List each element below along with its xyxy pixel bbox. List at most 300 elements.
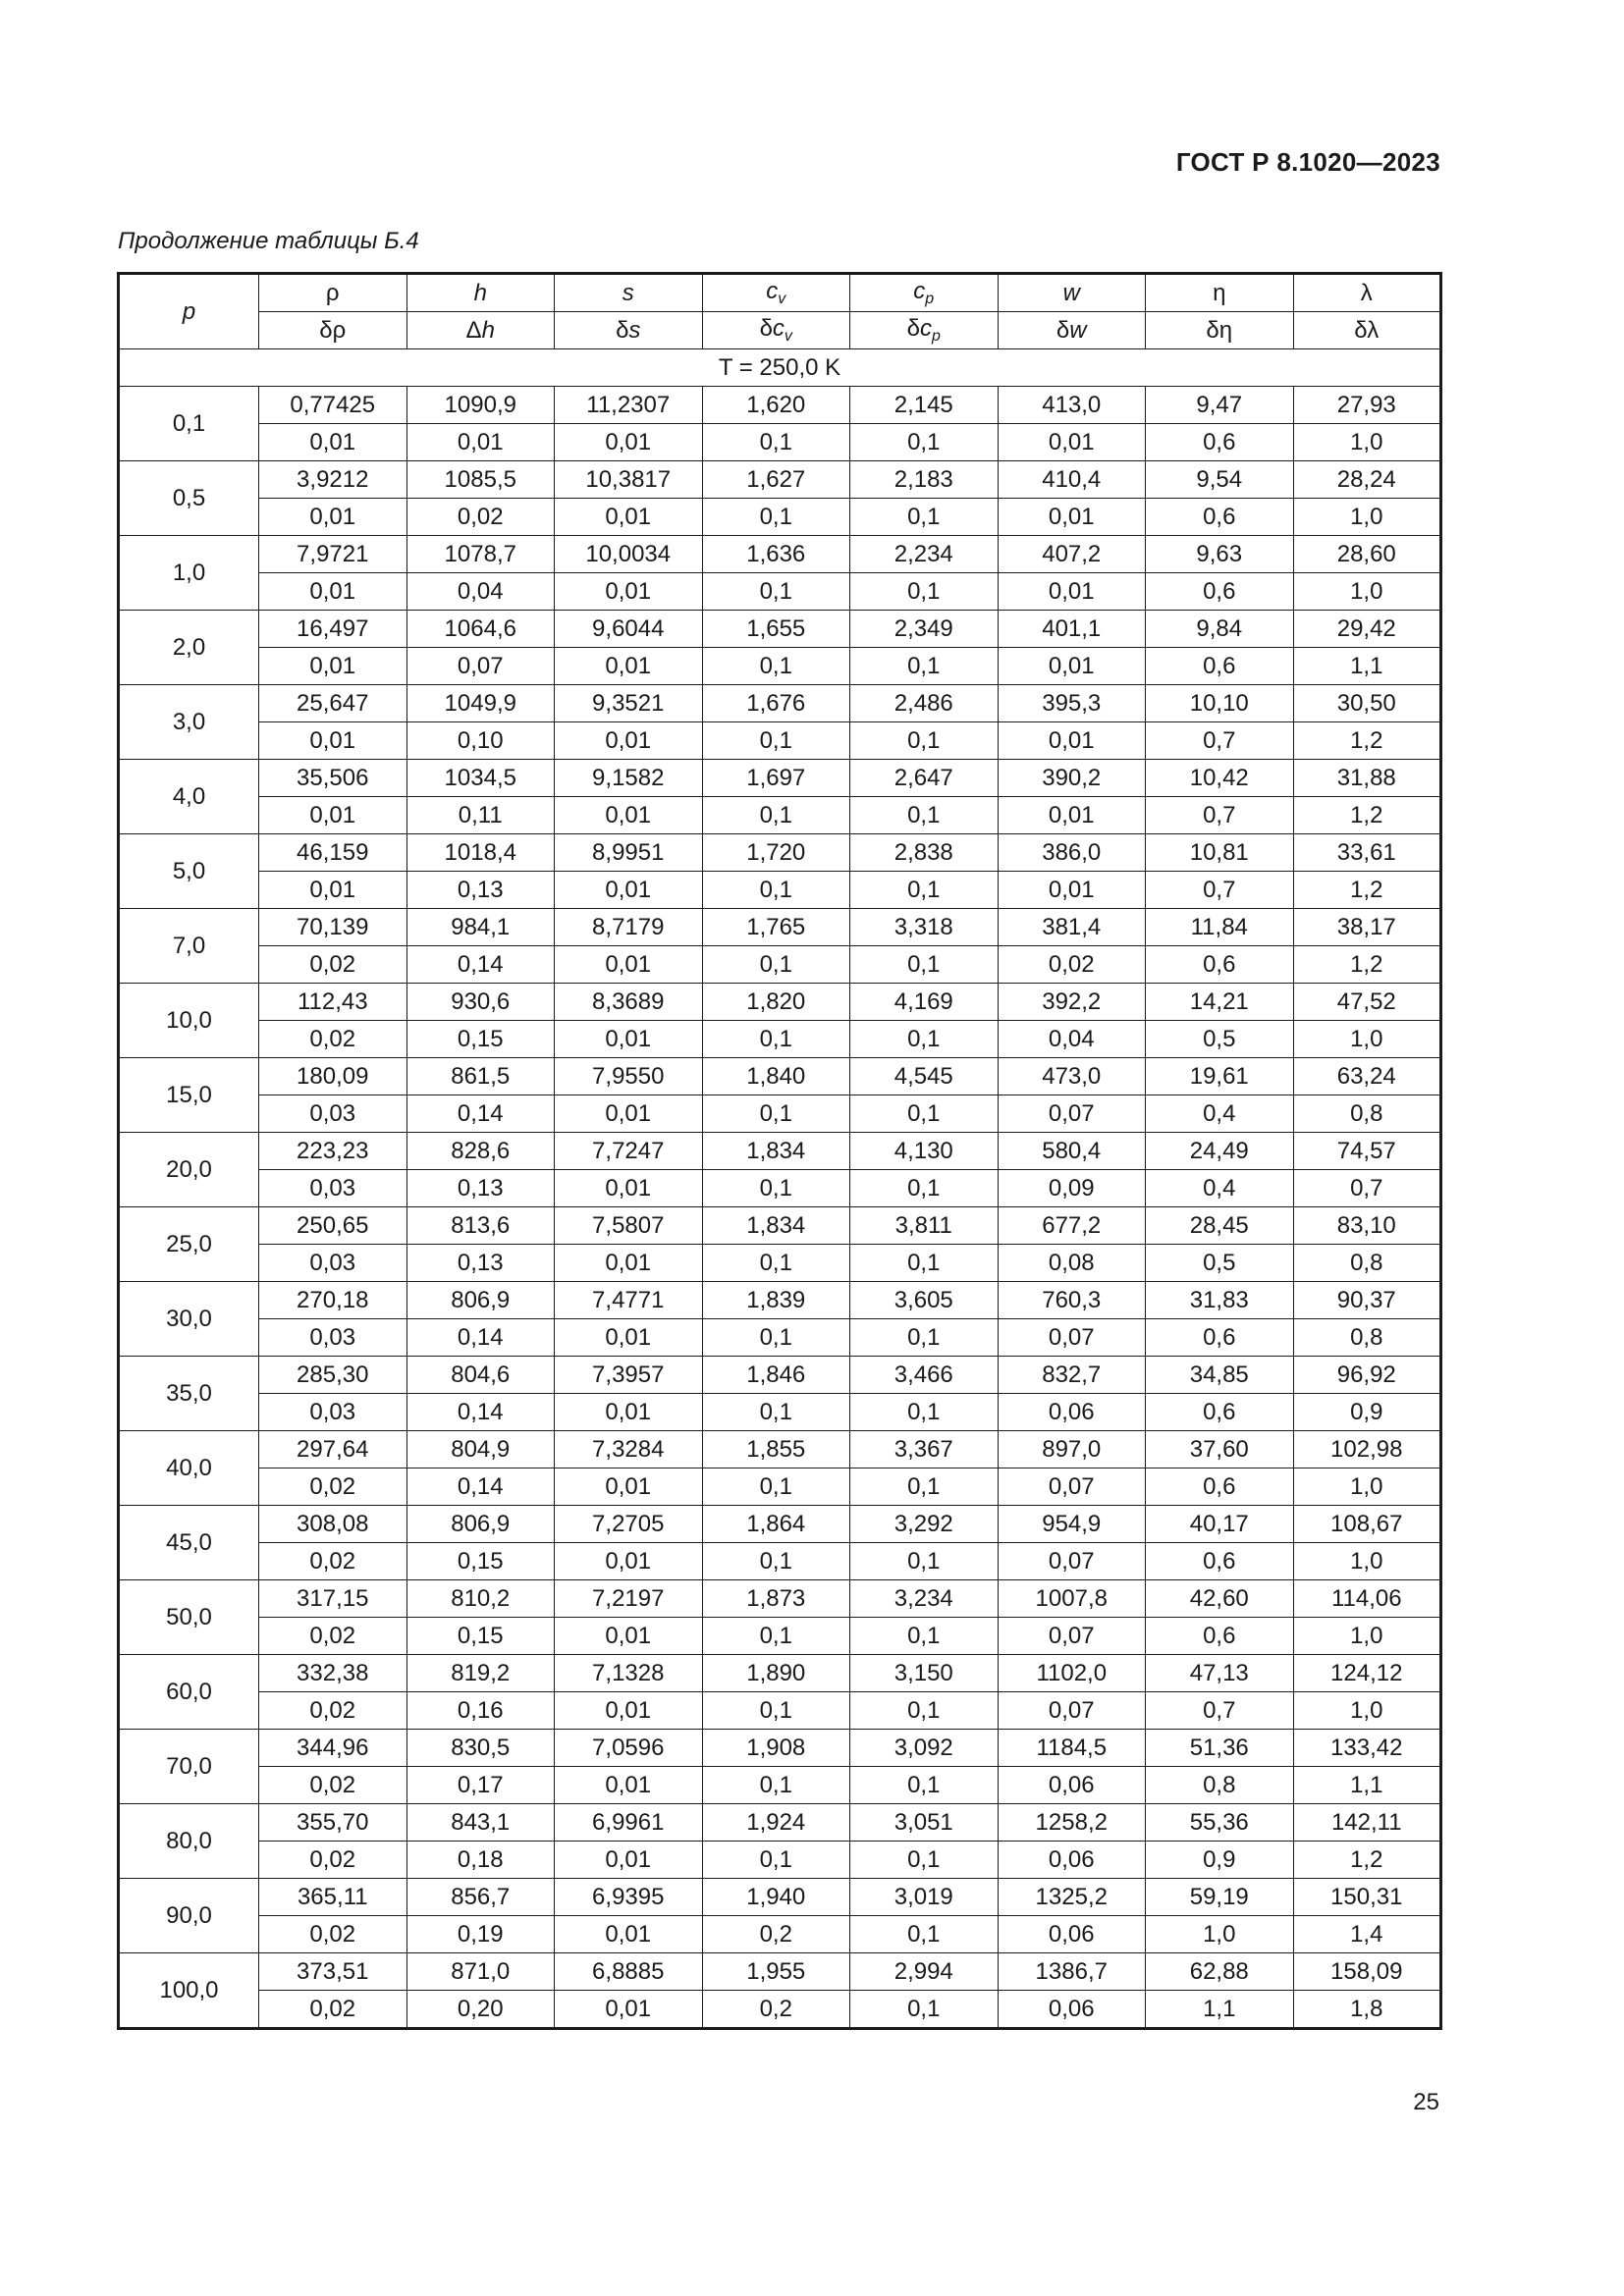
value-cell: 7,9550 xyxy=(555,1058,703,1095)
value-cell: 407,2 xyxy=(998,536,1146,573)
value-cell: 3,150 xyxy=(850,1655,999,1692)
table-row-values xyxy=(119,834,1441,872)
uncertainty-cell: 0,06 xyxy=(998,1394,1146,1431)
uncertainty-cell: 0,01 xyxy=(998,722,1146,760)
uncertainty-cell: 0,1 xyxy=(702,648,850,685)
pressure-cell: 3,0 xyxy=(119,685,259,760)
pressure-cell: 2,0 xyxy=(119,611,259,685)
value-cell: 29,42 xyxy=(1293,611,1441,648)
header-delta-cv-prefix: δ xyxy=(759,314,773,342)
table-row-uncertainties xyxy=(119,1618,1441,1655)
uncertainty-cell: 0,1 xyxy=(850,499,999,536)
uncertainty-cell: 1,0 xyxy=(1293,1468,1441,1506)
value-cell: 2,994 xyxy=(850,1953,999,1991)
uncertainty-cell: 1,8 xyxy=(1293,1991,1441,2029)
header-delta-w xyxy=(998,312,1146,349)
value-cell: 1,676 xyxy=(702,685,850,722)
header-delta-h-prefix: Δ xyxy=(465,316,482,344)
uncertainty-cell: 0,07 xyxy=(406,648,555,685)
uncertainty-cell: 0,01 xyxy=(555,1319,703,1357)
value-cell: 0,77425 xyxy=(259,387,407,424)
value-cell: 386,0 xyxy=(998,834,1146,872)
uncertainty-cell: 0,06 xyxy=(998,1916,1146,1953)
uncertainty-cell: 0,17 xyxy=(406,1767,555,1804)
temperature-label: T = 250,0 K xyxy=(718,353,841,381)
uncertainty-cell: 0,1 xyxy=(702,1767,850,1804)
value-cell: 124,12 xyxy=(1293,1655,1441,1692)
table-row-values xyxy=(119,1357,1441,1394)
value-cell: 390,2 xyxy=(998,760,1146,797)
table-row-uncertainties xyxy=(119,1767,1441,1804)
value-cell: 3,051 xyxy=(850,1804,999,1842)
value-cell: 6,9395 xyxy=(555,1879,703,1916)
uncertainty-cell: 0,1 xyxy=(702,1245,850,1282)
uncertainty-cell: 0,1 xyxy=(702,1021,850,1058)
uncertainty-cell: 0,1 xyxy=(702,797,850,834)
header-s xyxy=(555,274,703,312)
value-cell: 810,2 xyxy=(406,1580,555,1618)
uncertainty-cell: 0,18 xyxy=(406,1842,555,1879)
uncertainty-cell: 0,1 xyxy=(850,1319,999,1357)
value-cell: 3,466 xyxy=(850,1357,999,1394)
pressure-cell: 0,5 xyxy=(119,461,259,536)
header-delta-lambda xyxy=(1293,312,1441,349)
uncertainty-cell: 0,1 xyxy=(702,1170,850,1207)
value-cell: 984,1 xyxy=(406,909,555,946)
uncertainty-cell: 0,8 xyxy=(1293,1245,1441,1282)
table-row-values xyxy=(119,1058,1441,1095)
pressure-cell: 80,0 xyxy=(119,1804,259,1879)
uncertainty-cell: 0,01 xyxy=(998,872,1146,909)
uncertainty-cell: 0,01 xyxy=(555,1468,703,1506)
uncertainty-cell: 0,4 xyxy=(1146,1095,1294,1133)
uncertainty-cell: 0,6 xyxy=(1146,573,1294,611)
uncertainty-cell: 0,8 xyxy=(1293,1319,1441,1357)
uncertainty-cell: 0,1 xyxy=(850,797,999,834)
uncertainty-cell: 0,01 xyxy=(555,1170,703,1207)
table-row-uncertainties xyxy=(119,1543,1441,1580)
table-row-uncertainties xyxy=(119,1021,1441,1058)
uncertainty-cell: 0,1 xyxy=(702,573,850,611)
uncertainty-cell: 0,14 xyxy=(406,946,555,984)
value-cell: 19,61 xyxy=(1146,1058,1294,1095)
pressure-cell: 70,0 xyxy=(119,1730,259,1804)
temperature-cell xyxy=(119,349,1441,387)
value-cell: 3,367 xyxy=(850,1431,999,1468)
value-cell: 861,5 xyxy=(406,1058,555,1095)
value-cell: 2,183 xyxy=(850,461,999,499)
uncertainty-cell: 0,1 xyxy=(850,648,999,685)
uncertainty-cell: 0,1 xyxy=(850,1916,999,1953)
header-s-symbol: s xyxy=(622,279,634,306)
uncertainty-cell: 0,01 xyxy=(998,499,1146,536)
uncertainty-cell: 0,01 xyxy=(259,573,407,611)
value-cell: 3,292 xyxy=(850,1506,999,1543)
uncertainty-cell: 0,01 xyxy=(555,424,703,461)
uncertainty-cell: 0,02 xyxy=(259,1021,407,1058)
uncertainty-cell: 1,0 xyxy=(1293,573,1441,611)
value-cell: 856,7 xyxy=(406,1879,555,1916)
table-row-uncertainties xyxy=(119,722,1441,760)
table-row-uncertainties xyxy=(119,499,1441,536)
table-row-uncertainties xyxy=(119,1916,1441,1953)
uncertainty-cell: 0,02 xyxy=(259,1692,407,1730)
table-row-values xyxy=(119,1580,1441,1618)
uncertainty-cell: 0,9 xyxy=(1146,1842,1294,1879)
uncertainty-cell: 0,10 xyxy=(406,722,555,760)
value-cell: 11,84 xyxy=(1146,909,1294,946)
value-cell: 7,2197 xyxy=(555,1580,703,1618)
uncertainty-cell: 0,01 xyxy=(555,1021,703,1058)
uncertainty-cell: 0,1 xyxy=(850,1543,999,1580)
table-row-uncertainties xyxy=(119,1692,1441,1730)
table-row-values xyxy=(119,611,1441,648)
value-cell: 96,92 xyxy=(1293,1357,1441,1394)
uncertainty-cell: 0,1 xyxy=(850,1842,999,1879)
uncertainty-cell: 0,01 xyxy=(998,424,1146,461)
uncertainty-cell: 1,1 xyxy=(1146,1991,1294,2029)
table-caption: Продолжение таблицы Б.4 xyxy=(118,228,419,254)
uncertainty-cell: 0,1 xyxy=(702,1468,850,1506)
header-cv-subscript: v xyxy=(778,290,786,307)
uncertainty-cell: 0,01 xyxy=(998,648,1146,685)
table-row-uncertainties xyxy=(119,1095,1441,1133)
uncertainty-cell: 0,01 xyxy=(555,648,703,685)
value-cell: 3,234 xyxy=(850,1580,999,1618)
value-cell: 8,9951 xyxy=(555,834,703,872)
header-delta-lambda-prefix: δ xyxy=(1354,316,1368,344)
pressure-cell: 60,0 xyxy=(119,1655,259,1730)
value-cell: 223,23 xyxy=(259,1133,407,1170)
uncertainty-cell: 0,04 xyxy=(998,1021,1146,1058)
uncertainty-cell: 0,1 xyxy=(850,1468,999,1506)
header-rho-symbol: ρ xyxy=(325,279,340,306)
value-cell: 9,6044 xyxy=(555,611,703,648)
value-cell: 830,5 xyxy=(406,1730,555,1767)
value-cell: 158,09 xyxy=(1293,1953,1441,1991)
header-delta-cv-subscript: v xyxy=(784,327,792,345)
uncertainty-cell: 0,5 xyxy=(1146,1021,1294,1058)
uncertainty-cell: 0,1 xyxy=(850,872,999,909)
uncertainty-cell: 0,1 xyxy=(850,1394,999,1431)
uncertainty-cell: 0,1 xyxy=(850,424,999,461)
uncertainty-cell: 0,06 xyxy=(998,1991,1146,2029)
uncertainty-cell: 0,02 xyxy=(259,1842,407,1879)
value-cell: 2,486 xyxy=(850,685,999,722)
table-row-uncertainties xyxy=(119,1468,1441,1506)
uncertainty-cell: 1,2 xyxy=(1293,872,1441,909)
uncertainty-cell: 0,6 xyxy=(1146,424,1294,461)
uncertainty-cell: 1,2 xyxy=(1293,797,1441,834)
uncertainty-cell: 0,1 xyxy=(702,1543,850,1580)
table-row-values xyxy=(119,909,1441,946)
uncertainty-cell: 0,1 xyxy=(850,1021,999,1058)
header-delta-eta-symbol: η xyxy=(1218,316,1233,344)
uncertainty-cell: 0,1 xyxy=(850,1245,999,1282)
uncertainty-cell: 0,14 xyxy=(406,1468,555,1506)
value-cell: 10,42 xyxy=(1146,760,1294,797)
value-cell: 332,38 xyxy=(259,1655,407,1692)
value-cell: 297,64 xyxy=(259,1431,407,1468)
uncertainty-cell: 0,01 xyxy=(555,573,703,611)
value-cell: 8,7179 xyxy=(555,909,703,946)
header-h xyxy=(406,274,555,312)
uncertainty-cell: 0,02 xyxy=(259,1916,407,1953)
value-cell: 1007,8 xyxy=(998,1580,1146,1618)
value-cell: 83,10 xyxy=(1293,1207,1441,1245)
value-cell: 24,49 xyxy=(1146,1133,1294,1170)
uncertainty-cell: 0,2 xyxy=(702,1916,850,1953)
uncertainty-cell: 0,01 xyxy=(259,722,407,760)
uncertainty-cell: 0,1 xyxy=(850,1767,999,1804)
table-row-values xyxy=(119,1431,1441,1468)
uncertainty-cell: 0,01 xyxy=(555,1916,703,1953)
header-delta-h xyxy=(406,312,555,349)
table-row-values xyxy=(119,1804,1441,1842)
value-cell: 6,8885 xyxy=(555,1953,703,1991)
header-delta-cp-subscript: p xyxy=(931,327,941,345)
value-cell: 9,1582 xyxy=(555,760,703,797)
header-eta-symbol: η xyxy=(1213,279,1226,306)
uncertainty-cell: 0,14 xyxy=(406,1095,555,1133)
value-cell: 308,08 xyxy=(259,1506,407,1543)
uncertainty-cell: 0,1 xyxy=(850,1618,999,1655)
value-cell: 70,139 xyxy=(259,909,407,946)
value-cell: 1,839 xyxy=(702,1282,850,1319)
value-cell: 7,9721 xyxy=(259,536,407,573)
value-cell: 285,30 xyxy=(259,1357,407,1394)
uncertainty-cell: 0,1 xyxy=(702,1394,850,1431)
uncertainty-cell: 0,02 xyxy=(406,499,555,536)
header-delta-s-symbol: s xyxy=(628,316,641,344)
value-cell: 1,955 xyxy=(702,1953,850,1991)
value-cell: 3,605 xyxy=(850,1282,999,1319)
value-cell: 828,6 xyxy=(406,1133,555,1170)
table-row-uncertainties xyxy=(119,1245,1441,1282)
value-cell: 1,855 xyxy=(702,1431,850,1468)
value-cell: 1064,6 xyxy=(406,611,555,648)
value-cell: 344,96 xyxy=(259,1730,407,1767)
pressure-cell: 7,0 xyxy=(119,909,259,984)
uncertainty-cell: 0,02 xyxy=(259,1991,407,2029)
uncertainty-cell: 1,1 xyxy=(1293,1767,1441,1804)
table-row-uncertainties xyxy=(119,648,1441,685)
value-cell: 4,169 xyxy=(850,984,999,1021)
value-cell: 2,838 xyxy=(850,834,999,872)
value-cell: 413,0 xyxy=(998,387,1146,424)
value-cell: 1085,5 xyxy=(406,461,555,499)
pressure-cell: 5,0 xyxy=(119,834,259,909)
table-row-uncertainties xyxy=(119,1991,1441,2029)
uncertainty-cell: 0,01 xyxy=(555,1991,703,2029)
value-cell: 51,36 xyxy=(1146,1730,1294,1767)
value-cell: 410,4 xyxy=(998,461,1146,499)
header-delta-rho-prefix: δ xyxy=(319,316,333,344)
value-cell: 38,17 xyxy=(1293,909,1441,946)
value-cell: 150,31 xyxy=(1293,1879,1441,1916)
value-cell: 1,846 xyxy=(702,1357,850,1394)
uncertainty-cell: 0,8 xyxy=(1293,1095,1441,1133)
header-delta-s xyxy=(555,312,703,349)
pressure-cell: 30,0 xyxy=(119,1282,259,1357)
uncertainty-cell: 0,02 xyxy=(259,1618,407,1655)
uncertainty-cell: 1,2 xyxy=(1293,946,1441,984)
uncertainty-cell: 0,6 xyxy=(1146,1543,1294,1580)
value-cell: 3,9212 xyxy=(259,461,407,499)
value-cell: 7,2705 xyxy=(555,1506,703,1543)
uncertainty-cell: 0,01 xyxy=(259,648,407,685)
value-cell: 10,0034 xyxy=(555,536,703,573)
value-cell: 47,52 xyxy=(1293,984,1441,1021)
value-cell: 7,0596 xyxy=(555,1730,703,1767)
uncertainty-cell: 0,15 xyxy=(406,1543,555,1580)
uncertainty-cell: 0,03 xyxy=(259,1245,407,1282)
pressure-cell: 4,0 xyxy=(119,760,259,834)
value-cell: 35,506 xyxy=(259,760,407,797)
uncertainty-cell: 0,07 xyxy=(998,1543,1146,1580)
uncertainty-cell: 1,1 xyxy=(1293,648,1441,685)
uncertainty-cell: 0,02 xyxy=(259,1767,407,1804)
uncertainty-cell: 0,01 xyxy=(555,722,703,760)
uncertainty-cell: 0,1 xyxy=(702,1095,850,1133)
table-row-uncertainties xyxy=(119,1319,1441,1357)
value-cell: 74,57 xyxy=(1293,1133,1441,1170)
value-cell: 392,2 xyxy=(998,984,1146,1021)
value-cell: 1258,2 xyxy=(998,1804,1146,1842)
table-row-values xyxy=(119,760,1441,797)
uncertainty-cell: 0,6 xyxy=(1146,648,1294,685)
value-cell: 62,88 xyxy=(1146,1953,1294,1991)
document-number: ГОСТ Р 8.1020—2023 xyxy=(1175,147,1440,177)
pressure-cell: 25,0 xyxy=(119,1207,259,1282)
header-lambda xyxy=(1293,274,1441,312)
value-cell: 16,497 xyxy=(259,611,407,648)
value-cell: 954,9 xyxy=(998,1506,1146,1543)
uncertainty-cell: 0,02 xyxy=(259,946,407,984)
header-w-symbol: w xyxy=(1062,279,1080,306)
uncertainty-cell: 0,2 xyxy=(702,1991,850,2029)
value-cell: 34,85 xyxy=(1146,1357,1294,1394)
value-cell: 31,88 xyxy=(1293,760,1441,797)
uncertainty-cell: 0,07 xyxy=(998,1095,1146,1133)
value-cell: 813,6 xyxy=(406,1207,555,1245)
uncertainty-cell: 0,14 xyxy=(406,1394,555,1431)
uncertainty-cell: 0,01 xyxy=(555,1692,703,1730)
value-cell: 9,63 xyxy=(1146,536,1294,573)
value-cell: 14,21 xyxy=(1146,984,1294,1021)
value-cell: 37,60 xyxy=(1146,1431,1294,1468)
uncertainty-cell: 0,6 xyxy=(1146,1618,1294,1655)
value-cell: 677,2 xyxy=(998,1207,1146,1245)
table-row-uncertainties xyxy=(119,573,1441,611)
uncertainty-cell: 0,6 xyxy=(1146,946,1294,984)
uncertainty-cell: 0,01 xyxy=(259,872,407,909)
uncertainty-cell: 0,01 xyxy=(555,797,703,834)
header-lambda-symbol: λ xyxy=(1360,279,1373,306)
uncertainty-cell: 0,15 xyxy=(406,1618,555,1655)
uncertainty-cell: 0,5 xyxy=(1146,1245,1294,1282)
value-cell: 6,9961 xyxy=(555,1804,703,1842)
uncertainty-cell: 0,20 xyxy=(406,1991,555,2029)
uncertainty-cell: 0,7 xyxy=(1146,722,1294,760)
pressure-cell: 0,1 xyxy=(119,387,259,461)
value-cell: 1325,2 xyxy=(998,1879,1146,1916)
value-cell: 31,83 xyxy=(1146,1282,1294,1319)
uncertainty-cell: 0,7 xyxy=(1146,872,1294,909)
header-row-uncertainties xyxy=(119,312,1441,349)
value-cell: 1,627 xyxy=(702,461,850,499)
value-cell: 1,873 xyxy=(702,1580,850,1618)
pressure-cell: 10,0 xyxy=(119,984,259,1058)
pressure-cell: 20,0 xyxy=(119,1133,259,1207)
uncertainty-cell: 0,1 xyxy=(850,1170,999,1207)
header-rho xyxy=(259,274,407,312)
header-eta xyxy=(1146,274,1294,312)
header-h-symbol: h xyxy=(473,279,487,306)
table-row-uncertainties xyxy=(119,797,1441,834)
header-delta-cv-symbol: c xyxy=(772,314,785,342)
uncertainty-cell: 0,07 xyxy=(998,1618,1146,1655)
value-cell: 804,6 xyxy=(406,1357,555,1394)
value-cell: 373,51 xyxy=(259,1953,407,1991)
value-cell: 832,7 xyxy=(998,1357,1146,1394)
uncertainty-cell: 0,13 xyxy=(406,1170,555,1207)
table-row-values xyxy=(119,1133,1441,1170)
uncertainty-cell: 0,04 xyxy=(406,573,555,611)
value-cell: 112,43 xyxy=(259,984,407,1021)
table-row-values xyxy=(119,685,1441,722)
value-cell: 4,545 xyxy=(850,1058,999,1095)
table-header xyxy=(119,274,1441,349)
header-delta-s-prefix: δ xyxy=(616,316,629,344)
value-cell: 1,697 xyxy=(702,760,850,797)
header-cp xyxy=(850,274,999,312)
table-row-uncertainties xyxy=(119,1842,1441,1879)
uncertainty-cell: 0,06 xyxy=(998,1842,1146,1879)
value-cell: 7,1328 xyxy=(555,1655,703,1692)
value-cell: 9,3521 xyxy=(555,685,703,722)
value-cell: 3,318 xyxy=(850,909,999,946)
pressure-cell: 15,0 xyxy=(119,1058,259,1133)
value-cell: 1,890 xyxy=(702,1655,850,1692)
value-cell: 25,647 xyxy=(259,685,407,722)
value-cell: 180,09 xyxy=(259,1058,407,1095)
uncertainty-cell: 1,4 xyxy=(1293,1916,1441,1953)
uncertainty-cell: 0,1 xyxy=(702,1842,850,1879)
uncertainty-cell: 0,01 xyxy=(259,797,407,834)
pressure-cell: 40,0 xyxy=(119,1431,259,1506)
value-cell: 10,3817 xyxy=(555,461,703,499)
pressure-cell: 90,0 xyxy=(119,1879,259,1953)
uncertainty-cell: 0,07 xyxy=(998,1692,1146,1730)
header-delta-rho-symbol: ρ xyxy=(332,316,347,344)
uncertainty-cell: 0,7 xyxy=(1146,797,1294,834)
pressure-cell: 45,0 xyxy=(119,1506,259,1580)
uncertainty-cell: 0,13 xyxy=(406,1245,555,1282)
uncertainty-cell: 0,1 xyxy=(850,1991,999,2029)
uncertainty-cell: 0,11 xyxy=(406,797,555,834)
header-delta-cp-symbol: c xyxy=(919,314,932,342)
value-cell: 2,145 xyxy=(850,387,999,424)
uncertainty-cell: 0,01 xyxy=(555,1543,703,1580)
table-row-values xyxy=(119,1282,1441,1319)
header-delta-eta xyxy=(1146,312,1294,349)
uncertainty-cell: 0,01 xyxy=(555,1618,703,1655)
table-body xyxy=(119,349,1441,2029)
value-cell: 381,4 xyxy=(998,909,1146,946)
uncertainty-cell: 0,01 xyxy=(555,1394,703,1431)
header-w xyxy=(998,274,1146,312)
